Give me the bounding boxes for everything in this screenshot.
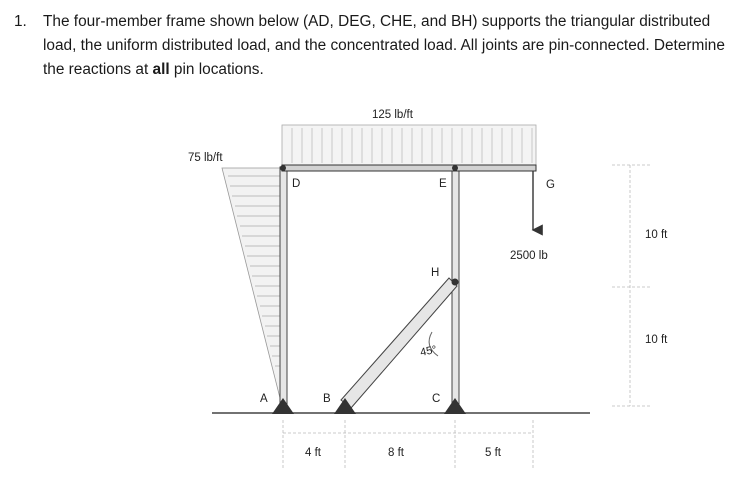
pin-e [452,165,458,171]
point-label-d: D [292,178,301,190]
dimension-label-upper-height: 10 ft [645,229,668,241]
vertical-dimension-lines [612,165,650,406]
problem-text-part-2: pin locations. [169,61,264,78]
point-label-g: G [546,179,555,191]
horizontal-dimension-lines [283,420,533,470]
point-label-b: B [323,393,331,405]
point-label-c: C [432,393,441,405]
dimension-label-b-to-c: 8 ft [388,447,404,459]
pin-d [280,165,286,171]
uniform-load-label: 125 lb/ft [372,109,413,121]
point-label-h: H [431,267,440,279]
dimension-label-ad-to-b: 4 ft [305,447,321,459]
problem-text-bold: all [152,61,170,78]
point-load-label: 2500 lb [510,250,548,262]
member-ad [280,167,287,406]
point-label-a: A [260,393,268,405]
support-a [272,398,294,414]
dimension-label-lower-height: 10 ft [645,334,668,346]
member-bh [341,278,457,408]
triangular-distributed-load [222,168,282,406]
dimension-label-c-to-g: 5 ft [485,447,501,459]
point-label-e: E [439,178,447,190]
member-deg [282,165,536,171]
angle-label: 45° [419,343,438,359]
problem-text-part-1: The four-member frame shown below (AD, DEG, CHE, and BH) supports the triangular distributed load, the uniform distributed load, and the concentrated load. All joints are pin-connected. Determine the reactions at [43,13,725,78]
uniform-distributed-load [282,125,536,165]
problem-number: 1. [14,13,27,30]
pin-h [452,279,459,286]
triangular-load-label: 75 lb/ft [188,152,223,164]
support-c [444,398,466,414]
